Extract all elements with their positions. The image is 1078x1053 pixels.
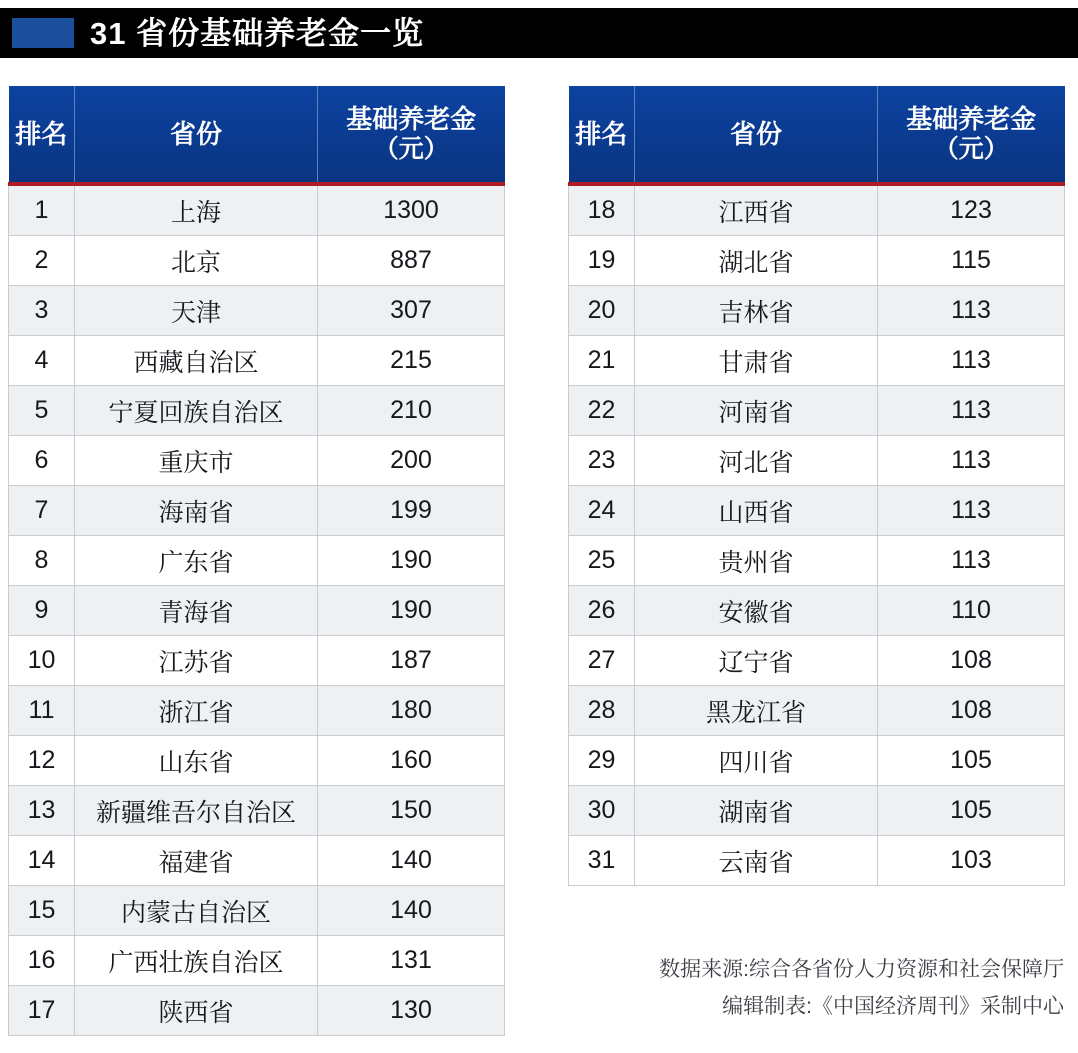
cell-province: 天津 — [75, 286, 318, 336]
table-row — [9, 736, 505, 786]
cell-rank: 1 — [9, 184, 75, 236]
column-header-value-unit: （元） — [373, 134, 449, 163]
column-header-value-main: 基础养老金 — [906, 103, 1037, 134]
page-title: 31 省份基础养老金一览 — [90, 15, 425, 51]
cell-value: 130 — [318, 986, 505, 1036]
cell-province: 江苏省 — [75, 636, 318, 686]
cell-rank: 22 — [569, 386, 635, 436]
cell-province: 北京 — [75, 236, 318, 286]
cell-province: 河北省 — [635, 436, 878, 486]
column-header-province: 省份 — [635, 86, 878, 184]
cell-province: 辽宁省 — [635, 636, 878, 686]
table-row — [9, 536, 505, 586]
table-row — [9, 986, 505, 1036]
cell-province: 新疆维吾尔自治区 — [75, 786, 318, 836]
title-bar — [0, 8, 1078, 58]
cell-province: 山西省 — [635, 486, 878, 536]
table-row — [9, 936, 505, 986]
cell-value: 200 — [318, 436, 505, 486]
table-row — [9, 436, 505, 486]
cell-province: 广西壮族自治区 — [75, 936, 318, 986]
cell-rank: 9 — [9, 586, 75, 636]
cell-value: 210 — [318, 386, 505, 436]
cell-value: 140 — [318, 836, 505, 886]
cell-province: 海南省 — [75, 486, 318, 536]
cell-rank: 17 — [9, 986, 75, 1036]
cell-rank: 19 — [569, 236, 635, 286]
cell-value: 123 — [878, 184, 1065, 236]
cell-value: 113 — [878, 336, 1065, 386]
cell-value: 113 — [878, 386, 1065, 436]
cell-rank: 10 — [9, 636, 75, 686]
cell-rank: 28 — [569, 686, 635, 736]
column-header-value — [318, 86, 505, 184]
cell-province: 内蒙古自治区 — [75, 886, 318, 936]
cell-province: 吉林省 — [635, 286, 878, 336]
cell-province: 甘肃省 — [635, 336, 878, 386]
column-header-value — [878, 86, 1065, 184]
cell-rank: 15 — [9, 886, 75, 936]
cell-value: 180 — [318, 686, 505, 736]
pension-table-left — [8, 86, 505, 1036]
cell-value: 108 — [878, 686, 1065, 736]
cell-rank: 4 — [9, 336, 75, 386]
column-header-rank: 排名 — [9, 86, 75, 184]
cell-value: 160 — [318, 736, 505, 786]
table-row — [569, 286, 1065, 336]
table-row — [569, 436, 1065, 486]
cell-rank: 14 — [9, 836, 75, 886]
cell-rank: 20 — [569, 286, 635, 336]
cell-value: 190 — [318, 586, 505, 636]
table-row — [9, 636, 505, 686]
cell-province: 黑龙江省 — [635, 686, 878, 736]
cell-value: 113 — [878, 286, 1065, 336]
cell-province: 安徽省 — [635, 586, 878, 636]
table-row — [569, 236, 1065, 286]
cell-province: 四川省 — [635, 736, 878, 786]
cell-province: 贵州省 — [635, 536, 878, 586]
table-row — [569, 736, 1065, 786]
cell-value: 113 — [878, 536, 1065, 586]
cell-rank: 2 — [9, 236, 75, 286]
table-row — [569, 386, 1065, 436]
cell-value: 108 — [878, 636, 1065, 686]
cell-value: 105 — [878, 736, 1065, 786]
cell-province: 浙江省 — [75, 686, 318, 736]
cell-province: 福建省 — [75, 836, 318, 886]
cell-value: 307 — [318, 286, 505, 336]
cell-province: 宁夏回族自治区 — [75, 386, 318, 436]
table-right — [568, 86, 1064, 886]
table-row — [9, 586, 505, 636]
cell-rank: 21 — [569, 336, 635, 386]
cell-province: 广东省 — [75, 536, 318, 586]
table-header-row — [9, 86, 505, 184]
cell-value: 113 — [878, 436, 1065, 486]
table-row — [9, 886, 505, 936]
table-row — [569, 686, 1065, 736]
cell-province: 陕西省 — [75, 986, 318, 1036]
table-row — [9, 686, 505, 736]
cell-rank: 25 — [569, 536, 635, 586]
table-row — [9, 184, 505, 236]
cell-province: 山东省 — [75, 736, 318, 786]
cell-province: 湖北省 — [635, 236, 878, 286]
cell-rank: 16 — [9, 936, 75, 986]
table-row — [569, 184, 1065, 236]
cell-value: 110 — [878, 586, 1065, 636]
title-accent-block — [12, 18, 74, 48]
cell-rank: 5 — [9, 386, 75, 436]
column-header-province: 省份 — [75, 86, 318, 184]
cell-value: 887 — [318, 236, 505, 286]
cell-rank: 8 — [9, 536, 75, 586]
table-row — [9, 836, 505, 886]
cell-value: 1300 — [318, 184, 505, 236]
cell-province: 重庆市 — [75, 436, 318, 486]
cell-rank: 18 — [569, 184, 635, 236]
cell-rank: 12 — [9, 736, 75, 786]
cell-value: 115 — [878, 236, 1065, 286]
cell-value: 187 — [318, 636, 505, 686]
cell-rank: 30 — [569, 786, 635, 836]
table-left — [8, 86, 504, 1036]
cell-rank: 11 — [9, 686, 75, 736]
table-row — [9, 786, 505, 836]
table-header-row — [569, 86, 1065, 184]
cell-rank: 24 — [569, 486, 635, 536]
cell-rank: 6 — [9, 436, 75, 486]
footnotes — [568, 952, 1064, 1026]
pension-table-right — [568, 86, 1065, 886]
cell-value: 150 — [318, 786, 505, 836]
table-row — [9, 286, 505, 336]
cell-province: 上海 — [75, 184, 318, 236]
table-row — [569, 836, 1065, 886]
cell-rank: 7 — [9, 486, 75, 536]
cell-value: 215 — [318, 336, 505, 386]
cell-rank: 3 — [9, 286, 75, 336]
column-header-value-main: 基础养老金 — [346, 103, 477, 134]
table-row — [569, 536, 1065, 586]
cell-province: 湖南省 — [635, 786, 878, 836]
cell-value: 140 — [318, 886, 505, 936]
table-row — [9, 336, 505, 386]
cell-value: 199 — [318, 486, 505, 536]
cell-rank: 29 — [569, 736, 635, 786]
table-row — [569, 636, 1065, 686]
cell-rank: 23 — [569, 436, 635, 486]
cell-rank: 31 — [569, 836, 635, 886]
footnote-source: 数据来源:综合各省份人力资源和社会保障厅 — [659, 958, 1064, 981]
table-row — [569, 786, 1065, 836]
cell-rank: 13 — [9, 786, 75, 836]
column-header-rank: 排名 — [569, 86, 635, 184]
footnote-credit: 编辑制表:《中国经济周刊》采制中心 — [722, 994, 1064, 1018]
cell-province: 青海省 — [75, 586, 318, 636]
cell-province: 江西省 — [635, 184, 878, 236]
table-row — [569, 486, 1065, 536]
cell-value: 131 — [318, 936, 505, 986]
table-body-left — [9, 184, 505, 1036]
column-header-value-unit: （元） — [933, 134, 1009, 163]
table-row — [9, 236, 505, 286]
cell-value: 113 — [878, 486, 1065, 536]
table-row — [9, 386, 505, 436]
cell-rank: 26 — [569, 586, 635, 636]
table-body-right — [569, 184, 1065, 886]
cell-value: 103 — [878, 836, 1065, 886]
cell-province: 河南省 — [635, 386, 878, 436]
cell-value: 105 — [878, 786, 1065, 836]
table-row — [569, 586, 1065, 636]
table-row — [569, 336, 1065, 386]
table-row — [9, 486, 505, 536]
cell-value: 190 — [318, 536, 505, 586]
cell-province: 云南省 — [635, 836, 878, 886]
cell-province: 西藏自治区 — [75, 336, 318, 386]
cell-rank: 27 — [569, 636, 635, 686]
